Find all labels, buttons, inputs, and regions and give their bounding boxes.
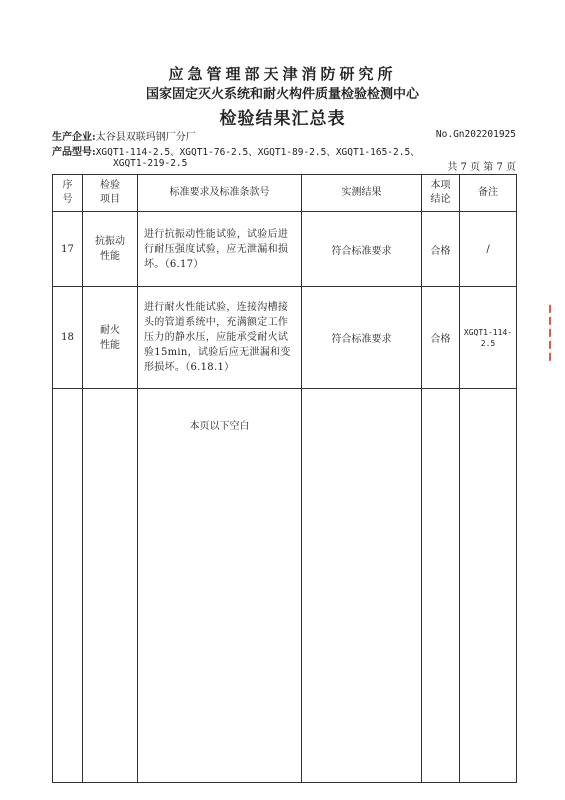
institute-name: 应急管理部天津消防研究所 (168, 65, 397, 83)
row-result: 符合标准要求 (302, 212, 422, 287)
blank-note: 本页以下空白 (138, 389, 302, 783)
model-label: 产品型号: (52, 147, 96, 158)
model-value-line1: XGQT1-114-2.5、XGQT1-76-2.5、XGQT1-89-2.5、XGQT1-165-2.5、 (95, 147, 420, 158)
results-table (52, 174, 517, 783)
row-item: 抗振动 性能 (83, 212, 138, 287)
page-info: 共 7 页 第 7 页 (447, 162, 516, 173)
header-item: 检验 项目 (83, 175, 138, 212)
model-line (52, 143, 420, 158)
header-remark: 备注 (460, 175, 517, 212)
table-header-row (53, 175, 517, 212)
row-result: 符合标准要求 (302, 287, 422, 389)
header-seq: 序 号 (53, 175, 83, 212)
blank-cell (422, 389, 460, 783)
header-conclusion: 本项 结论 (422, 175, 460, 212)
row-conclusion: 合格 (422, 287, 460, 389)
row-item: 耐火 性能 (83, 287, 138, 389)
testing-center-name: 国家固定灭火系统和耐火构件质量检验检测中心 (145, 87, 419, 102)
seam-seal-fragment (545, 300, 559, 370)
row-standard: 进行抗振动性能试验，试验后进行耐压强度试验，应无泄漏和损坏。（6.17） (138, 212, 302, 287)
table-row (53, 287, 517, 389)
row-seq: 18 (53, 287, 83, 389)
blank-cell (460, 389, 517, 783)
row-remark: XGQT1-114-2.5 (460, 287, 517, 389)
manufacturer-label: 生产企业: (52, 132, 96, 143)
manufacturer-line (52, 128, 196, 143)
header-standard: 标准要求及标准条款号 (138, 175, 302, 212)
blank-row (53, 389, 517, 783)
table-row (53, 212, 517, 287)
page-title: 检验结果汇总表 (219, 109, 346, 129)
row-seq: 17 (53, 212, 83, 287)
manufacturer-value: 太谷县双联玛钢厂分厂 (95, 132, 196, 143)
row-standard: 进行耐火性能试验，连接沟槽接头的管道系统中，充满额定工作压力的静水压，应能承受耐火试验15min，试验后应无泄漏和变形损坏。（6.18.1） (138, 287, 302, 389)
report-number: No.Gn202201925 (435, 129, 516, 140)
model-value-line2: XGQT1-219-2.5 (113, 158, 188, 169)
row-remark: / (460, 212, 517, 287)
header-result: 实测结果 (302, 175, 422, 212)
blank-cell (302, 389, 422, 783)
blank-cell (83, 389, 138, 783)
blank-cell (53, 389, 83, 783)
row-conclusion: 合格 (422, 212, 460, 287)
